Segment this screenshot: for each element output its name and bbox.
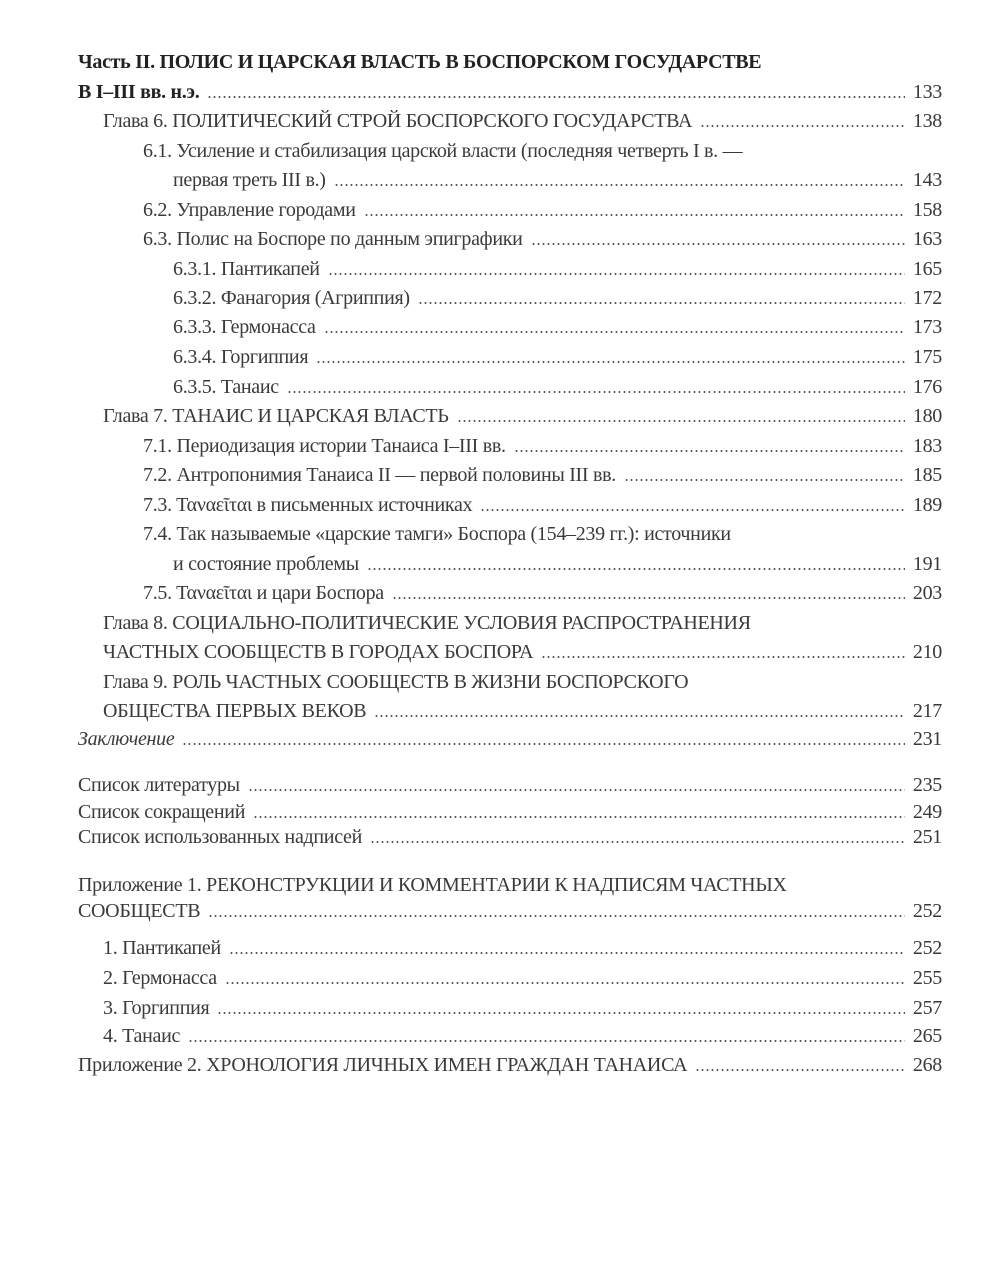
toc-text: Список использованных надписей (78, 826, 363, 848)
toc-text: первая треть III в.) (173, 169, 326, 191)
toc-text: СООБЩЕСТВ (78, 900, 201, 922)
page-number: 268 (912, 1054, 942, 1076)
toc-literature[interactable] (78, 769, 942, 797)
page-number: 203 (912, 582, 942, 604)
dot-leader (182, 742, 904, 746)
page-number: 265 (912, 1025, 942, 1047)
toc-text: Список литературы (78, 774, 240, 796)
toc-6-1-line1 (143, 135, 942, 163)
toc-text: 6.2. Управление городами (143, 199, 356, 221)
toc-appendix-2[interactable] (78, 1049, 942, 1077)
toc-text: 4. Танаис (103, 1025, 181, 1047)
toc-chapter-8[interactable] (103, 636, 942, 664)
toc-chapter-7[interactable] (103, 400, 942, 428)
toc-text: Заключение (78, 728, 175, 750)
page-number: 175 (912, 346, 942, 368)
toc-text: и состояние проблемы (173, 553, 359, 575)
toc-6-1[interactable] (173, 164, 942, 192)
dot-leader (208, 914, 905, 918)
toc-text: 6.3.4. Горгиппия (173, 346, 309, 368)
page-number: 189 (912, 494, 942, 516)
toc-appendix-1[interactable] (78, 895, 942, 923)
toc-appendix-1-4[interactable] (103, 1020, 942, 1048)
toc-conclusion[interactable] (78, 723, 942, 751)
toc-text: 7.2. Антропонимия Танаиса II — первой половины III вв. (143, 464, 616, 486)
toc-7-1[interactable] (143, 430, 942, 458)
toc-7-2[interactable] (143, 459, 942, 487)
toc-chapter-8-line1 (103, 607, 942, 635)
toc-appendix-1-line1 (78, 869, 942, 897)
dot-leader (514, 449, 905, 453)
toc-text: 1. Пантикапей (103, 937, 221, 959)
toc-appendix-1-1[interactable] (103, 932, 942, 960)
dot-leader (531, 242, 905, 246)
toc-text: ЧАСТНЫХ СООБЩЕСТВ В ГОРОДАХ БОСПОРА (103, 641, 534, 663)
toc-text: 7.3. Ταναεῖται в письменных источниках (143, 494, 473, 516)
page-number: 165 (912, 258, 942, 280)
toc-text: Часть II. ПОЛИС И ЦАРСКАЯ ВЛАСТЬ В БОСПОРСКОМ ГОСУДАРСТВЕ (78, 51, 762, 73)
page-number: 191 (912, 553, 942, 575)
dot-leader (324, 330, 905, 334)
dot-leader (418, 301, 905, 305)
dot-leader (364, 213, 905, 217)
dot-leader (370, 840, 905, 844)
dot-leader (217, 1011, 904, 1015)
dot-leader (480, 508, 905, 512)
dot-leader (541, 655, 905, 659)
page-number: 252 (912, 900, 942, 922)
page-number: 172 (912, 287, 942, 309)
toc-7-5[interactable] (143, 577, 942, 605)
toc-text: В I–III вв. н.э. (78, 81, 200, 103)
toc-6-3-4[interactable] (173, 341, 942, 369)
dot-leader (457, 419, 905, 423)
page-number: 249 (912, 801, 942, 823)
toc-text: 2. Гермонасса (103, 967, 217, 989)
toc-text: 6.1. Усиление и стабилизация царской власти (последняя четверть I в. — (143, 140, 743, 162)
dot-leader (188, 1039, 905, 1043)
toc-appendix-1-3[interactable] (103, 992, 942, 1020)
toc-6-3-1[interactable] (173, 253, 942, 281)
toc-text: Список сокращений (78, 801, 246, 823)
dot-leader (328, 272, 905, 276)
page-number: 183 (912, 435, 942, 457)
toc-text: ОБЩЕСТВА ПЕРВЫХ ВЕКОВ (103, 700, 367, 722)
toc-text: 7.4. Так называемые «царские тамги» Боспора (154–239 гг.): источники (143, 523, 731, 545)
toc-7-3[interactable] (143, 489, 942, 517)
dot-leader (695, 1068, 905, 1072)
toc-text: Глава 9. РОЛЬ ЧАСТНЫХ СООБЩЕСТВ В ЖИЗНИ БОСПОРСКОГО (103, 671, 689, 693)
toc-chapter-6[interactable] (103, 105, 942, 133)
toc-text: 6.3.3. Гермонасса (173, 316, 316, 338)
page-number: 173 (912, 316, 942, 338)
dot-leader (334, 183, 905, 187)
page-number: 133 (912, 81, 942, 103)
page-number: 255 (912, 967, 942, 989)
dot-leader (374, 714, 905, 718)
toc-text: Глава 7. ТАНАИС И ЦАРСКАЯ ВЛАСТЬ (103, 405, 449, 427)
page-number: 158 (912, 199, 942, 221)
dot-leader (207, 95, 904, 99)
page-number: 163 (912, 228, 942, 250)
toc-6-2[interactable] (143, 194, 942, 222)
toc-text: 6.3.5. Танаис (173, 376, 279, 398)
toc-appendix-1-2[interactable] (103, 962, 942, 990)
dot-leader (229, 951, 905, 955)
toc-6-3-3[interactable] (173, 311, 942, 339)
page-number: 217 (912, 700, 942, 722)
toc-inscriptions[interactable] (78, 821, 942, 849)
toc-6-3-5[interactable] (173, 371, 942, 399)
dot-leader (287, 390, 905, 394)
page-number: 251 (912, 826, 942, 848)
toc-text: Приложение 2. ХРОНОЛОГИЯ ЛИЧНЫХ ИМЕН ГРАЖДАН ТАНАИСА (78, 1054, 688, 1076)
dot-leader (367, 567, 905, 571)
toc-6-3[interactable] (143, 223, 942, 251)
page-number: 231 (912, 728, 942, 750)
toc-6-3-2[interactable] (173, 282, 942, 310)
toc-text: Глава 6. ПОЛИТИЧЕСКИЙ СТРОЙ БОСПОРСКОГО ГОСУДАРСТВА (103, 110, 693, 132)
toc-text: 6.3. Полис на Боспоре по данным эпиграфики (143, 228, 523, 250)
toc-text: 3. Горгиппия (103, 997, 210, 1019)
page-number: 210 (912, 641, 942, 663)
dot-leader (624, 478, 905, 482)
dot-leader (225, 981, 905, 985)
dot-leader (253, 815, 905, 819)
toc-text: 7.1. Периодизация истории Танаиса I–III вв. (143, 435, 506, 457)
dot-leader (248, 788, 905, 792)
toc-text: 6.3.2. Фанагория (Агриппия) (173, 287, 410, 309)
page-number: 252 (912, 937, 942, 959)
page-number: 185 (912, 464, 942, 486)
toc-part2[interactable] (78, 76, 942, 104)
page-number: 138 (912, 110, 942, 132)
toc-7-4-line1 (143, 518, 942, 546)
page-number: 257 (912, 997, 942, 1019)
toc-abbreviations[interactable] (78, 796, 942, 824)
toc-text: Приложение 1. РЕКОНСТРУКЦИИ И КОММЕНТАРИИ К НАДПИСЯМ ЧАСТНЫХ (78, 874, 787, 896)
toc-chapter-9-line1 (103, 666, 942, 694)
toc-text: Глава 8. СОЦИАЛЬНО-ПОЛИТИЧЕСКИЕ УСЛОВИЯ РАСПРОСТРАНЕНИЯ (103, 612, 751, 634)
page-number: 176 (912, 376, 942, 398)
page-number: 180 (912, 405, 942, 427)
page-number: 143 (912, 169, 942, 191)
toc-text: 7.5. Ταναεῖται и цари Боспора (143, 582, 384, 604)
page-number: 235 (912, 774, 942, 796)
dot-leader (700, 124, 905, 128)
toc-part2-line1 (78, 46, 942, 74)
toc-7-4[interactable] (173, 548, 942, 576)
dot-leader (392, 596, 905, 600)
dot-leader (316, 360, 905, 364)
toc-chapter-9[interactable] (103, 695, 942, 723)
toc-text: 6.3.1. Пантикапей (173, 258, 320, 280)
